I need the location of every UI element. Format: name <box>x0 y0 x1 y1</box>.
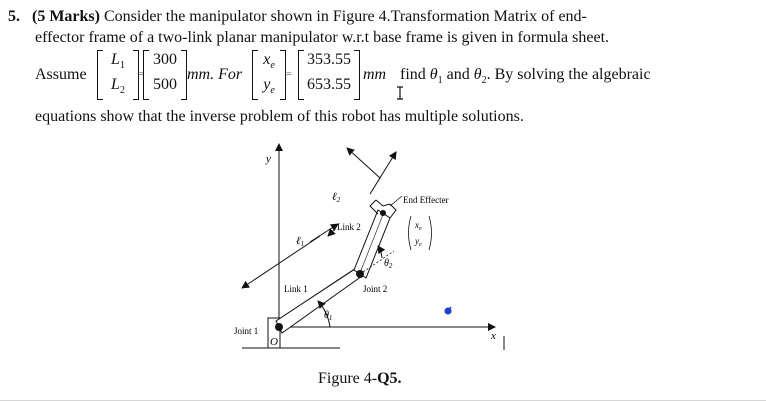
l2-dimension <box>347 148 380 178</box>
link-1-body <box>276 268 362 333</box>
question-line-1 <box>8 8 587 26</box>
link-2-label: Link 2 <box>337 222 361 232</box>
figure-caption: Figure 4-Q5. <box>318 370 402 387</box>
unit-mm-for: mm. For <box>187 66 243 83</box>
ee-y-label: $y_e$ <box>415 236 422 248</box>
link-length-symbol-matrix: $L_1$ $L_2$ <box>97 50 139 100</box>
question-text-2: effector frame of a two-link planar manipulator w.r.t base frame is given in formula sheet. <box>35 29 610 46</box>
theta-2-label: $\theta_2$ <box>384 258 393 270</box>
question-marks: (5 Marks) <box>32 8 100 25</box>
end-effector-point <box>380 210 386 216</box>
ee-x-label: $x_e$ <box>415 220 422 232</box>
link-length-value-matrix <box>143 50 187 100</box>
joint-1-label: Joint 1 <box>234 326 259 336</box>
l1-symbol: L <box>111 51 120 68</box>
unit-mm: mm <box>363 66 387 83</box>
question-text-4: equations show that the inverse problem of this robot has multiple solutions. <box>35 108 524 125</box>
theta-1-label: $\theta_1$ <box>324 310 333 322</box>
manipulator-figure <box>220 138 520 358</box>
end-effector-value-matrix <box>298 50 360 100</box>
ye-value: 653.55 <box>307 76 351 93</box>
l2-label: ℓ2 <box>332 191 341 204</box>
x-axis-label: x <box>491 330 496 342</box>
l2-symbol: L <box>111 76 120 93</box>
l1-dimension <box>242 236 320 288</box>
joint-1-dot <box>275 323 283 331</box>
xe-symbol: x <box>263 51 271 68</box>
link-1-label: Link 1 <box>284 284 308 294</box>
joint-2-label: Joint 2 <box>363 284 388 294</box>
y-axis-label: y <box>266 153 271 165</box>
question-number: 5. <box>8 8 20 25</box>
end-effector-symbol-matrix: $x_e$ $y_e$ <box>252 50 286 100</box>
text-cursor-icon <box>395 86 405 100</box>
find-clause: find $\theta_1$ and $\theta_2$. By solving the algebraic <box>400 66 651 87</box>
origin-label: O <box>270 336 278 348</box>
assume-label: Assume <box>35 66 87 83</box>
xe-value: 353.55 <box>307 51 351 68</box>
l1-label: ℓ1 <box>296 235 305 248</box>
theta-2-arc <box>378 246 382 258</box>
ye-symbol: y <box>263 76 271 93</box>
l1-value: 300 <box>153 51 177 68</box>
question-text-1: Consider the manipulator shown in Figure 4.Transformation Matrix of end- <box>103 8 587 25</box>
l2-value: 500 <box>153 76 177 93</box>
end-effector-label: End Effecter <box>403 195 449 205</box>
